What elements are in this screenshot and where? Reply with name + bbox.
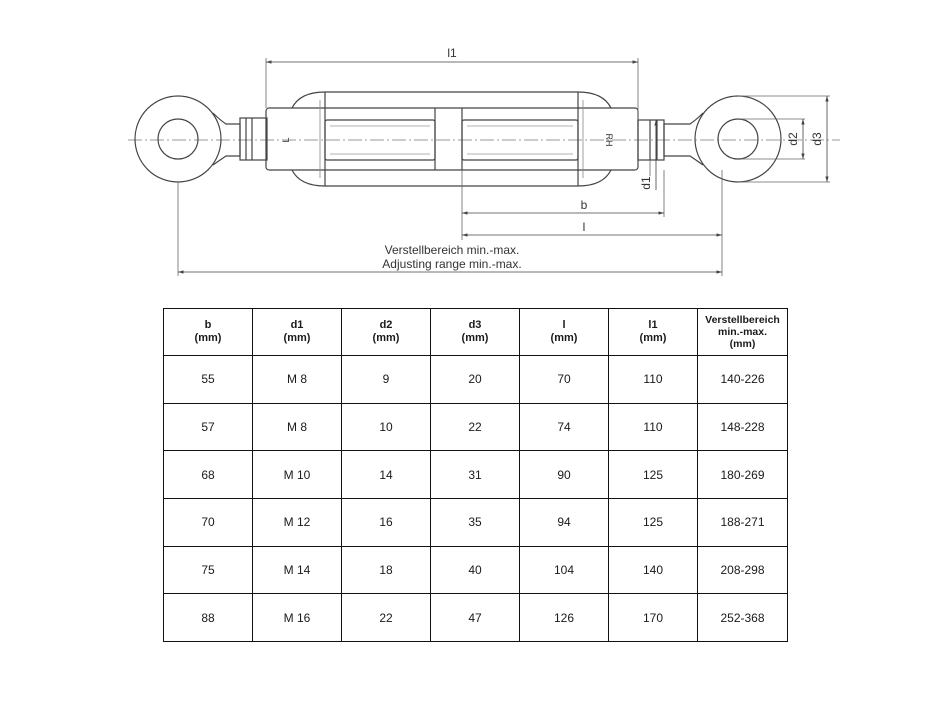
cell-range: 148-228 (698, 403, 788, 451)
cell-d1: M 8 (253, 403, 342, 451)
dimension-table (163, 308, 788, 642)
cell-b: 68 (164, 451, 253, 499)
cell-l1: 125 (609, 451, 698, 499)
cell-l: 126 (520, 594, 609, 642)
cell-d1: M 8 (253, 356, 342, 404)
cell-l1: 110 (609, 356, 698, 404)
cell-b: 88 (164, 594, 253, 642)
left-hand-mark: L (281, 137, 291, 143)
header-l1: l1 (mm) (609, 309, 698, 356)
table-row (164, 594, 788, 642)
cell-l: 70 (520, 356, 609, 404)
cell-range: 140-226 (698, 356, 788, 404)
cell-l: 90 (520, 451, 609, 499)
table-header-row (164, 309, 788, 356)
cell-b: 57 (164, 403, 253, 451)
header-d2: d2 (mm) (342, 309, 431, 356)
table-row (164, 498, 788, 546)
cell-d1: M 10 (253, 451, 342, 499)
cell-d2: 10 (342, 403, 431, 451)
dim-d1-label: d1 (639, 176, 653, 190)
dim-b-label: b (580, 198, 588, 212)
turnbuckle-technical-drawing (0, 0, 950, 290)
cell-l: 104 (520, 546, 609, 594)
cell-d2: 14 (342, 451, 431, 499)
cell-l1: 170 (609, 594, 698, 642)
cell-l1: 125 (609, 498, 698, 546)
right-hand-mark: RH (604, 133, 614, 147)
cell-d1: M 12 (253, 498, 342, 546)
cell-b: 55 (164, 356, 253, 404)
table-row (164, 403, 788, 451)
left-eye-bolt (135, 96, 267, 182)
cell-d1: M 16 (253, 594, 342, 642)
cell-l1: 110 (609, 403, 698, 451)
header-b: b (mm) (164, 309, 253, 356)
cell-range: 252-368 (698, 594, 788, 642)
dim-l-label: l (582, 220, 586, 234)
cell-range: 188-271 (698, 498, 788, 546)
cell-d3: 35 (431, 498, 520, 546)
cell-d3: 22 (431, 403, 520, 451)
header-d1: d1 (mm) (253, 309, 342, 356)
header-adjusting-range: Verstellbereich min.-max. (mm) (698, 309, 788, 356)
cell-d1: M 14 (253, 546, 342, 594)
cell-b: 75 (164, 546, 253, 594)
table-row (164, 356, 788, 404)
range-label-en: Adjusting range min.-max. (382, 257, 522, 271)
cell-range: 180-269 (698, 451, 788, 499)
cell-l: 74 (520, 403, 609, 451)
dim-l1-label: l1 (447, 46, 457, 60)
cell-range: 208-298 (698, 546, 788, 594)
cell-d3: 20 (431, 356, 520, 404)
turnbuckle-body (266, 92, 638, 186)
cell-d2: 22 (342, 594, 431, 642)
cell-l1: 140 (609, 546, 698, 594)
cell-d3: 47 (431, 594, 520, 642)
cell-l: 94 (520, 498, 609, 546)
cell-d2: 9 (342, 356, 431, 404)
table-row (164, 451, 788, 499)
cell-d3: 40 (431, 546, 520, 594)
table-row (164, 546, 788, 594)
dimension-lines (178, 62, 827, 272)
cell-b: 70 (164, 498, 253, 546)
dim-d2-label: d2 (786, 132, 800, 146)
cell-d2: 18 (342, 546, 431, 594)
header-l: l (mm) (520, 309, 609, 356)
right-eye-bolt (638, 96, 781, 182)
range-label-de: Verstellbereich min.-max. (384, 243, 520, 257)
cell-d2: 16 (342, 498, 431, 546)
header-d3: d3 (mm) (431, 309, 520, 356)
cell-d3: 31 (431, 451, 520, 499)
dim-d3-label: d3 (810, 132, 824, 146)
